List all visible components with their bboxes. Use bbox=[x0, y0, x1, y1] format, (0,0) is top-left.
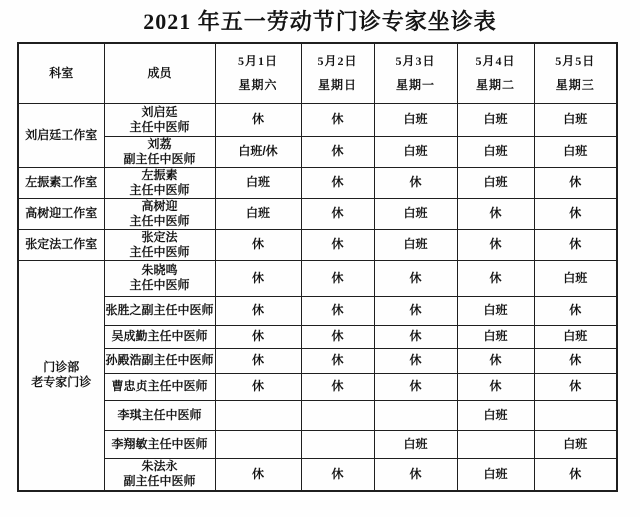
member-cell bbox=[104, 103, 215, 136]
member-cell bbox=[104, 296, 215, 325]
shift-cell: 休 bbox=[215, 348, 301, 373]
shift-cell: 休 bbox=[374, 167, 457, 198]
member-cell bbox=[104, 167, 215, 198]
shift-cell bbox=[457, 430, 534, 458]
shift-cell: 休 bbox=[457, 373, 534, 400]
shift-cell: 休 bbox=[534, 229, 617, 260]
table-row bbox=[18, 229, 617, 260]
weekday-label: 星期日 bbox=[317, 77, 357, 92]
date-label: 5月5日 bbox=[555, 53, 596, 68]
member-cell bbox=[104, 348, 215, 373]
member-name: 张定法 bbox=[141, 229, 178, 244]
header-day-2 bbox=[301, 43, 374, 103]
department-cell bbox=[18, 260, 104, 491]
department-name: 高树迎工作室 bbox=[25, 206, 98, 220]
shift-cell: 休 bbox=[534, 296, 617, 325]
department-cell bbox=[18, 103, 104, 167]
member-cell bbox=[104, 373, 215, 400]
member-cell bbox=[104, 198, 215, 229]
member-name: 刘荔 bbox=[147, 136, 172, 151]
shift-cell: 白班 bbox=[457, 103, 534, 136]
member-name: 曹忠贞主任中医师 bbox=[111, 379, 208, 393]
date-label: 5月3日 bbox=[395, 53, 436, 68]
shift-cell bbox=[301, 430, 374, 458]
department-name-line2: 老专家门诊 bbox=[31, 375, 92, 390]
shift-cell: 白班 bbox=[374, 430, 457, 458]
department-name: 张定法工作室 bbox=[25, 237, 98, 251]
shift-cell: 休 bbox=[301, 103, 374, 136]
shift-cell: 白班 bbox=[534, 430, 617, 458]
shift-cell: 休 bbox=[457, 348, 534, 373]
shift-cell: 白班 bbox=[534, 325, 617, 348]
member-title: 主任中医师 bbox=[129, 119, 190, 134]
page-title: 2021 年五一劳动节门诊专家坐诊表 bbox=[143, 9, 497, 34]
shift-cell: 休 bbox=[301, 198, 374, 229]
table-row bbox=[18, 325, 617, 348]
shift-cell: 休 bbox=[215, 103, 301, 136]
member-title: 主任中医师 bbox=[129, 244, 190, 259]
member-name: 李琪主任中医师 bbox=[117, 407, 202, 422]
shift-cell: 白班 bbox=[534, 260, 617, 296]
table-row bbox=[18, 430, 617, 458]
table-row bbox=[18, 136, 617, 167]
weekday-label: 星期六 bbox=[238, 77, 278, 92]
department-cell bbox=[18, 198, 104, 229]
member-name: 朱法永 bbox=[141, 459, 178, 474]
table-row bbox=[18, 198, 617, 229]
member-title: 副主任中医师 bbox=[123, 151, 196, 166]
shift-cell: 休 bbox=[374, 325, 457, 348]
table-row bbox=[18, 348, 617, 373]
shift-cell: 休 bbox=[301, 260, 374, 296]
shift-cell: 休 bbox=[534, 348, 617, 373]
shift-cell: 休 bbox=[374, 373, 457, 400]
shift-cell bbox=[215, 400, 301, 430]
table-row bbox=[18, 260, 617, 296]
member-name: 李翔敏主任中医师 bbox=[111, 436, 208, 451]
shift-cell: 休 bbox=[301, 136, 374, 167]
shift-cell: 白班 bbox=[215, 167, 301, 198]
shift-cell: 休 bbox=[301, 373, 374, 400]
shift-cell: 白班/休 bbox=[215, 136, 301, 167]
shift-cell: 白班 bbox=[457, 325, 534, 348]
shift-cell: 休 bbox=[374, 458, 457, 491]
header-day-4 bbox=[457, 43, 534, 103]
header-department: 科室 bbox=[18, 43, 104, 103]
shift-cell: 白班 bbox=[215, 198, 301, 229]
shift-cell bbox=[374, 400, 457, 430]
shift-cell: 白班 bbox=[534, 136, 617, 167]
member-name: 张胜之副主任中医师 bbox=[105, 303, 214, 317]
shift-cell: 休 bbox=[534, 167, 617, 198]
shift-cell: 休 bbox=[374, 348, 457, 373]
shift-cell: 休 bbox=[301, 325, 374, 348]
shift-cell: 休 bbox=[301, 458, 374, 491]
department-name: 左振素工作室 bbox=[25, 175, 98, 189]
table-row bbox=[18, 167, 617, 198]
shift-cell bbox=[534, 400, 617, 430]
header-day-5 bbox=[534, 43, 617, 103]
member-cell bbox=[104, 136, 215, 167]
shift-cell: 白班 bbox=[457, 167, 534, 198]
shift-cell: 白班 bbox=[374, 229, 457, 260]
member-title: 主任中医师 bbox=[129, 182, 190, 197]
shift-cell: 休 bbox=[301, 229, 374, 260]
date-label: 5月2日 bbox=[317, 53, 358, 68]
weekday-label: 星期二 bbox=[475, 77, 515, 92]
date-label: 5月4日 bbox=[475, 53, 516, 68]
shift-cell bbox=[301, 400, 374, 430]
shift-cell: 休 bbox=[215, 260, 301, 296]
department-name: 门诊部 bbox=[43, 360, 80, 375]
shift-cell: 休 bbox=[534, 458, 617, 491]
member-cell bbox=[104, 400, 215, 430]
member-title: 主任中医师 bbox=[129, 213, 190, 228]
shift-cell: 白班 bbox=[457, 296, 534, 325]
member-name: 朱晓鸣 bbox=[141, 263, 178, 277]
table-row bbox=[18, 296, 617, 325]
member-name: 孙殿浩副主任中医师 bbox=[105, 353, 214, 367]
member-name: 高树迎 bbox=[141, 198, 178, 213]
shift-cell: 休 bbox=[215, 373, 301, 400]
shift-cell: 休 bbox=[374, 260, 457, 296]
shift-cell: 白班 bbox=[457, 400, 534, 430]
shift-cell: 白班 bbox=[374, 103, 457, 136]
member-name: 吴成勤主任中医师 bbox=[111, 329, 208, 343]
shift-cell: 休 bbox=[301, 348, 374, 373]
shift-cell: 休 bbox=[215, 229, 301, 260]
shift-cell: 休 bbox=[457, 229, 534, 260]
table-row bbox=[18, 103, 617, 136]
member-name: 左振素 bbox=[141, 167, 178, 182]
header-day-3 bbox=[374, 43, 457, 103]
table-header-row bbox=[18, 43, 617, 103]
duty-schedule-table bbox=[17, 42, 618, 492]
shift-cell: 白班 bbox=[374, 136, 457, 167]
shift-cell: 休 bbox=[534, 373, 617, 400]
table-row bbox=[18, 373, 617, 400]
shift-cell: 休 bbox=[301, 296, 374, 325]
date-label: 5月1日 bbox=[237, 53, 278, 68]
shift-cell: 白班 bbox=[457, 136, 534, 167]
shift-cell: 休 bbox=[301, 167, 374, 198]
weekday-label: 星期一 bbox=[395, 77, 435, 92]
shift-cell: 白班 bbox=[534, 103, 617, 136]
member-name: 刘启廷 bbox=[141, 104, 178, 119]
department-cell bbox=[18, 167, 104, 198]
department-cell bbox=[18, 229, 104, 260]
header-day-1 bbox=[215, 43, 301, 103]
member-cell bbox=[104, 260, 215, 296]
member-cell bbox=[104, 458, 215, 491]
shift-cell: 白班 bbox=[457, 458, 534, 491]
header-member: 成员 bbox=[104, 43, 215, 103]
shift-cell: 休 bbox=[457, 260, 534, 296]
shift-cell: 休 bbox=[215, 325, 301, 348]
shift-cell bbox=[215, 430, 301, 458]
table-row bbox=[18, 400, 617, 430]
shift-cell: 休 bbox=[374, 296, 457, 325]
member-cell bbox=[104, 229, 215, 260]
member-title: 副主任中医师 bbox=[123, 474, 196, 489]
shift-cell: 休 bbox=[215, 458, 301, 491]
shift-cell: 休 bbox=[215, 296, 301, 325]
shift-cell: 休 bbox=[457, 198, 534, 229]
member-cell bbox=[104, 430, 215, 458]
member-title: 主任中医师 bbox=[129, 278, 190, 292]
table-row bbox=[18, 458, 617, 491]
department-name: 刘启廷工作室 bbox=[25, 127, 98, 142]
weekday-label: 星期三 bbox=[555, 77, 595, 92]
member-cell bbox=[104, 325, 215, 348]
shift-cell: 白班 bbox=[374, 198, 457, 229]
shift-cell: 休 bbox=[534, 198, 617, 229]
